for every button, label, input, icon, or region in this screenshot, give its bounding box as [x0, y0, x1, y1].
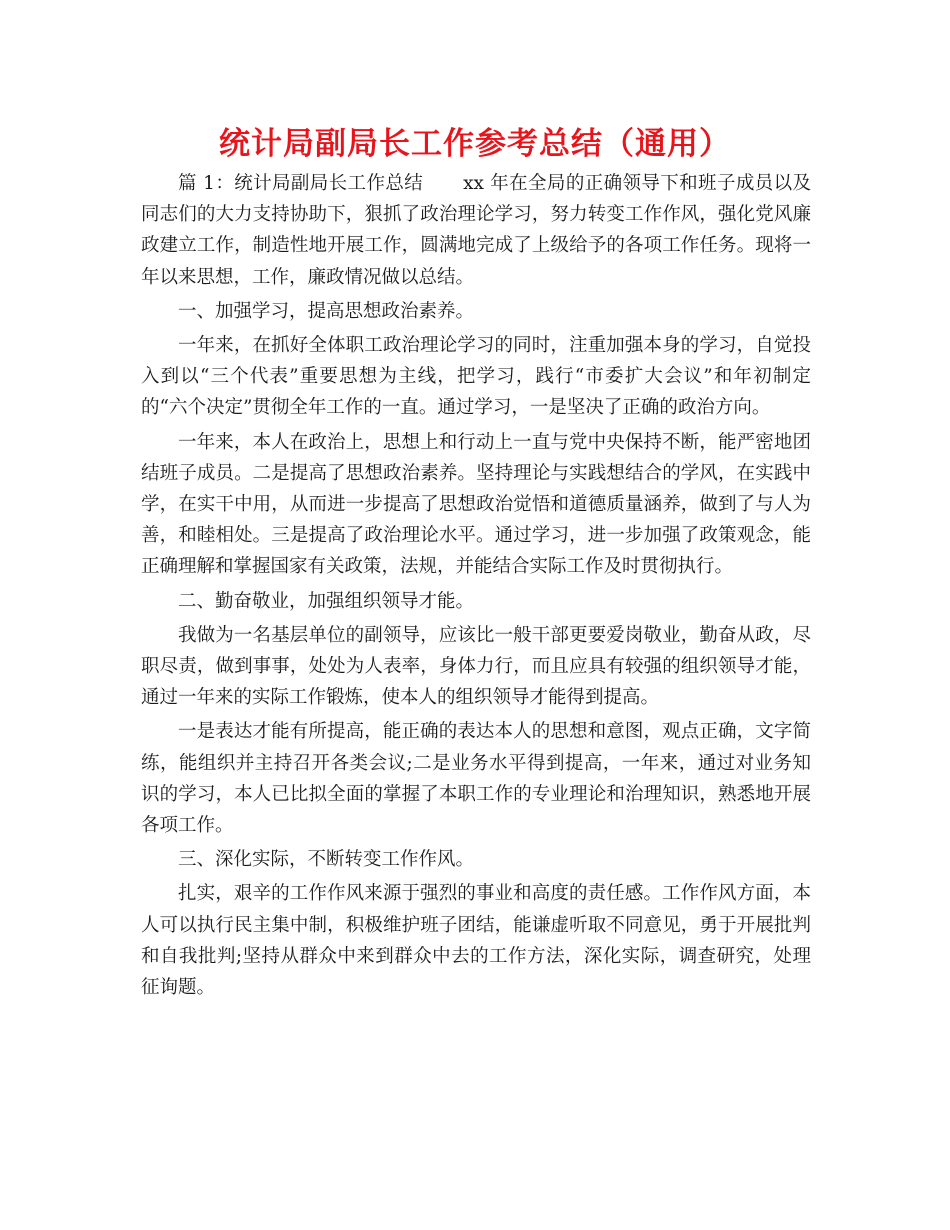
body-paragraph: 我做为一名基层单位的副领导，应该比一般干部更要爱岗敬业，勤奋从政，尽职尽责，做到事事，处处为人表率，身体力行，而且应具有较强的组织领导才能，通过一年来的实际工作锻炼，使本人的组织领导才能得到提高。: [141, 624, 811, 709]
body-paragraph: 一年来，在抓好全体职工政治理论学习的同时，注重加强本身的学习，自觉投入到以“三个代表”重要思想为主线，把学习，践行“市委扩大会议”和年初制定的“六个决定”贯彻全年工作的一直。通过学习，一是坚决了正确的政治方向。: [141, 335, 811, 419]
section-heading-3: 三、深化实际，不断转变工作作风。: [178, 849, 475, 871]
section-heading-2: 二、勤奋敬业，加强组织领导才能。: [178, 590, 475, 612]
intro-label: 篇 1：统计局副局长工作总结: [178, 173, 424, 194]
intro-paragraph: [141, 168, 811, 293]
intro-text: xx 年在全局的正确领导下和班子成员以及同志们的大力支持协助下，狠抓了政治理论学习，努力转变工作作风，强化党风廉政建立工作，制造性地开展工作，圆满地完成了上级给予的各项工作任务。现将一年以来思想，工作，廉政情况做以总结。: [141, 173, 812, 288]
document-title: 统计局副局长工作参考总结（通用）: [219, 126, 731, 162]
document-body: [141, 168, 811, 1006]
section-heading-1: 一、加强学习，提高思想政治素养。: [178, 300, 475, 322]
body-paragraph: 一是表达才能有所提高，能正确的表达本人的思想和意图，观点正确，文字简练，能组织并主持召开各类会议;二是业务水平得到提高，一年来，通过对业务知识的学习，本人已比拟全面的掌握了本职工作的专业理论和治理知识，熟悉地开展各项工作。: [141, 721, 811, 837]
body-paragraph: 一年来，本人在政治上，思想上和行动上一直与党中央保持不断，能严密地团结班子成员。二是提高了思想政治素养。坚持理论与实践想结合的学风，在实践中学，在实干中用，从而进一步提高了思想政治觉悟和道德质量涵养，做到了与人为善，和睦相处。三是提高了政治理论水平。通过学习，进一步加强了政策观念，能正确理解和掌握国家有关政策，法规，并能结合实际工作及时贯彻执行。: [141, 431, 811, 578]
body-paragraph: 扎实，艰辛的工作作风来源于强烈的事业和高度的责任感。工作作风方面，本人可以执行民主集中制，积极维护班子团结，能谦虚听取不同意见，勇于开展批判和自我批判;坚持从群众中来到群众中去的工作方法，深化实际，调查研究，处理征询题。: [141, 883, 811, 999]
